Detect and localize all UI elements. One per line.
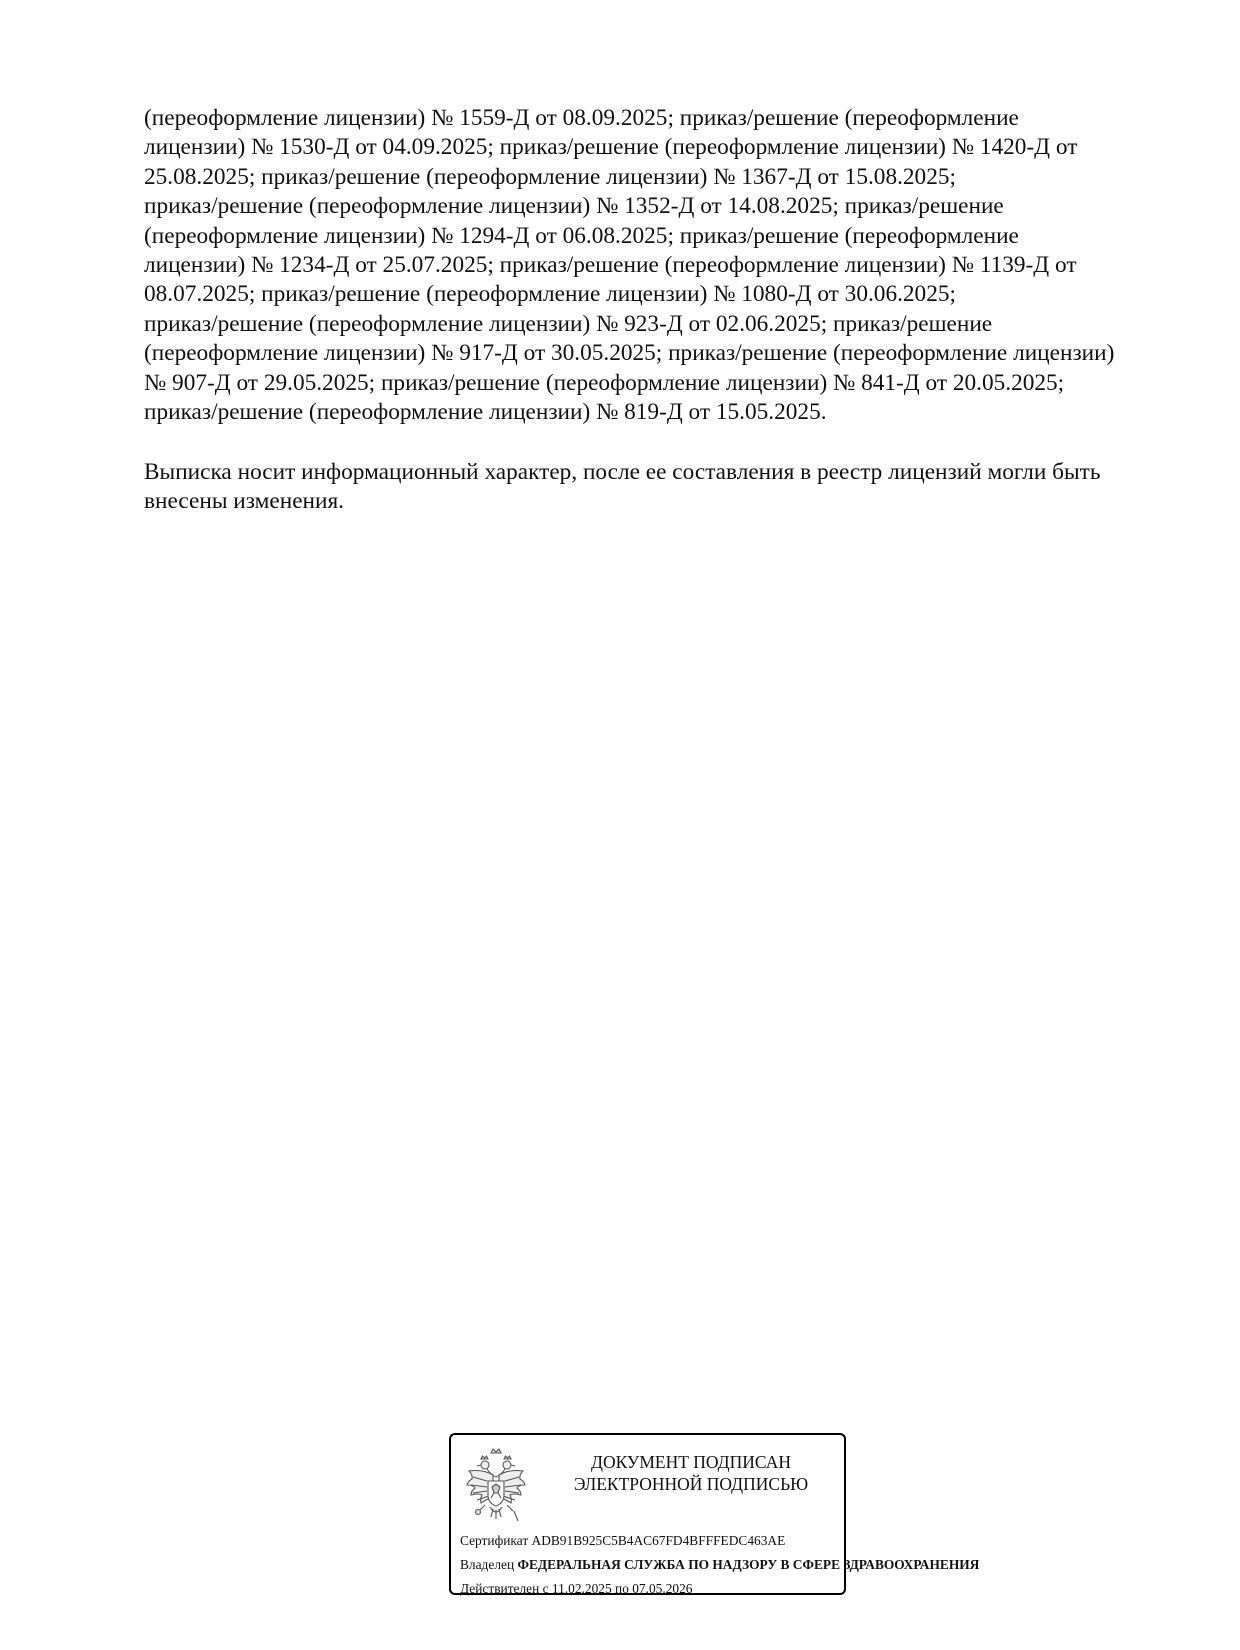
paragraph-line: приказ/решение (переоформление лицензии) № 819-Д от 15.05.2025.: [144, 399, 827, 426]
license-orders-paragraph: [144, 104, 1154, 427]
note-line: внесены изменения.: [144, 488, 345, 515]
paragraph-line: лицензии) № 1234-Д от 25.07.2025; приказ/решение (переоформление лицензии) № 1139-Д от: [144, 252, 1077, 279]
paragraph-line: № 907-Д от 29.05.2025; приказ/решение (переоформление лицензии) № 841-Д от 20.05.2025;: [144, 369, 1065, 396]
validity-row: Действителен с 11.02.2025 по 07.05.2026: [460, 1581, 693, 1596]
stamp-heading-line: ЭЛЕКТРОННОЙ ПОДПИСЬЮ: [573, 1474, 809, 1494]
paragraph-line: 08.07.2025; приказ/решение (переоформление лицензии) № 1080-Д от 30.06.2025;: [144, 281, 956, 308]
russian-coat-of-arms-icon: [463, 1447, 529, 1525]
stamp-heading: [546, 1451, 836, 1495]
paragraph-line: 25.08.2025; приказ/решение (переоформление лицензии) № 1367-Д от 15.08.2025;: [144, 163, 956, 190]
certificate-row: [460, 1529, 979, 1553]
paragraph-line: приказ/решение (переоформление лицензии) № 923-Д от 02.06.2025; приказ/решение: [144, 310, 993, 337]
paragraph-line: приказ/решение (переоформление лицензии) № 1352-Д от 14.08.2025; приказ/решение: [144, 193, 1004, 220]
paragraph-line: (переоформление лицензии) № 1559-Д от 08.09.2025; приказ/решение (переоформление: [144, 105, 1019, 131]
owner-label: Владелец: [460, 1557, 515, 1572]
paragraph-line: лицензии) № 1530-Д от 04.09.2025; приказ/решение (переоформление лицензии) № 1420-Д от: [144, 134, 1078, 161]
paragraph-line: (переоформление лицензии) № 917-Д от 30.05.2025; приказ/решение (переоформление лицензии): [144, 340, 1115, 367]
certificate-label: Сертификат: [460, 1533, 529, 1548]
disclaimer-note: [144, 458, 1154, 517]
stamp-heading-line: ДОКУМЕНТ ПОДПИСАН: [591, 1452, 791, 1472]
stamp-details: [460, 1529, 979, 1601]
paragraph-line: (переоформление лицензии) № 1294-Д от 06.08.2025; приказ/решение (переоформление: [144, 222, 1019, 249]
owner-row: [460, 1553, 979, 1577]
certificate-value: ADB91B925C5B4AC67FD4BFFFEDC463AE: [531, 1533, 786, 1548]
electronic-signature-stamp: [449, 1433, 980, 1596]
owner-value: ФЕДЕРАЛЬНАЯ СЛУЖБА ПО НАДЗОРУ В СФЕРЕ ЗДРАВООХРАНЕНИЯ: [517, 1557, 980, 1572]
note-line: Выписка носит информационный характер, после ее составления в реестр лицензий могли быть: [144, 459, 1101, 485]
